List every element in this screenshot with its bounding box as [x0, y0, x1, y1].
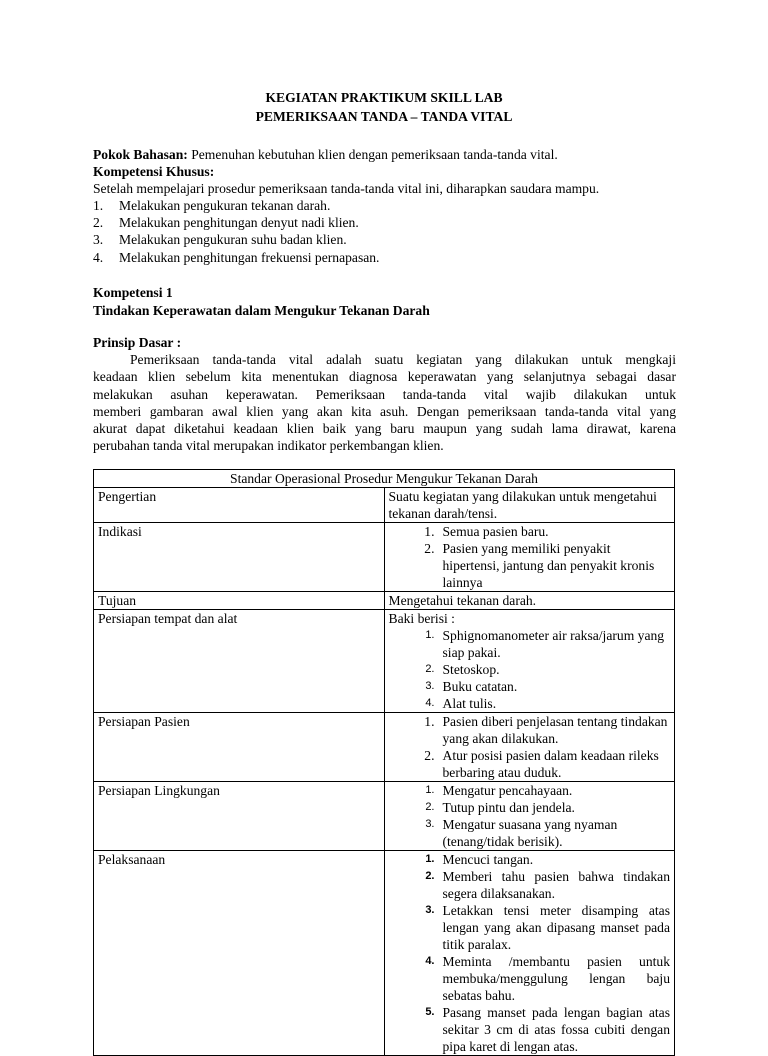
list-text: Stetoskop. [442, 662, 500, 677]
list-number: 3. [425, 818, 435, 830]
paragraph-line: perubahan tanda vital merupakan indikator perkembangan klien. [93, 438, 444, 454]
pokok-bahasan-label: Pokok Bahasan: [93, 147, 188, 162]
list-number: 3. [93, 232, 104, 247]
list-text: Semua pasien baru. [442, 524, 549, 539]
list-number: 2. [425, 801, 435, 813]
list-number: 3. [425, 904, 435, 916]
row-value-persiapan-pasien [384, 713, 675, 782]
list-text: Melakukan penghitungan frekuensi pernapasan. [119, 250, 380, 265]
list-item [389, 902, 671, 953]
list-number: 1. [425, 629, 435, 641]
row-value-persiapan-alat [384, 610, 675, 713]
list-item [389, 678, 671, 695]
row-label-tujuan: Tujuan [94, 592, 385, 610]
list-item [93, 231, 676, 248]
list-item [389, 816, 671, 850]
row-label-pelaksanaan: Pelaksanaan [94, 851, 385, 1056]
list-text: Melakukan penghitungan denyut nadi klien. [119, 215, 359, 230]
row-label-persiapan-alat: Persiapan tempat dan alat [94, 610, 385, 713]
list-text: Memberi tahu pasien bahwa tindakan segera dilaksanakan. [442, 869, 670, 901]
list-text: Pasien yang memiliki penyakit hipertensi, jantung dan penyakit kronis lainnya [442, 541, 655, 590]
list-item [389, 695, 671, 712]
list-number: 3. [425, 680, 435, 692]
kompetensi-1-section [93, 284, 676, 319]
list-text: Melakukan pengukuran tekanan darah. [119, 198, 331, 213]
intro-section [93, 146, 676, 266]
list-item [389, 851, 671, 868]
list-text: Tutup pintu dan jendela. [442, 800, 575, 815]
row-value-pengertian: Suatu kegiatan yang dilakukan untuk mengetahui tekanan darah/tensi. [384, 488, 675, 523]
list-number: 2. [424, 748, 435, 763]
list-item [389, 627, 671, 661]
list-number: 4. [93, 250, 104, 265]
list-text: Pasien diberi penjelasan tentang tindakan yang akan dilakukan. [442, 714, 668, 746]
document-subtitle: PEMERIKSAAN TANDA – TANDA VITAL [255, 109, 513, 124]
row-value-tujuan: Mengetahui tekanan darah. [384, 592, 675, 610]
document-title: KEGIATAN PRAKTIKUM SKILL LAB [265, 90, 503, 105]
list-item [389, 713, 671, 747]
list-number: 2. [93, 215, 104, 230]
list-number: 2. [424, 541, 435, 556]
row-label-indikasi: Indikasi [94, 523, 385, 592]
row-label-persiapan-pasien: Persiapan Pasien [94, 713, 385, 782]
table-row [94, 782, 675, 851]
list-number: 1. [424, 714, 435, 729]
list-text: Mengatur suasana yang nyaman (tenang/tidak berisik). [442, 817, 618, 849]
intro-lead: Setelah mempelajari prosedur pemeriksaan tanda-tanda vital ini, diharapkan saudara mampu. [93, 181, 600, 196]
list-item [389, 799, 671, 816]
paragraph-line: memberi gambaran awal klien yang akan kita asuh. Dengan pemeriksaan tanda-tanda vital yang [93, 403, 676, 419]
list-item [389, 523, 671, 540]
list-item [389, 747, 671, 781]
list-number: 1. [424, 524, 435, 539]
list-item [93, 197, 676, 214]
kompetensi-1-label: Kompetensi 1 [93, 285, 173, 300]
list-text: Sphignomanometer air raksa/jarum yang siap pakai. [442, 628, 665, 660]
table-row [94, 610, 675, 713]
list-item [389, 1004, 671, 1055]
table-row [94, 488, 675, 523]
row-label-persiapan-lingkungan: Persiapan Lingkungan [94, 782, 385, 851]
list-text: Pasang manset pada lengan bagian atas sekitar 3 cm di atas fossa cubiti dengan pipa karet di lengan atas. [442, 1005, 670, 1054]
list-number: 4. [425, 697, 435, 709]
list-item [389, 953, 671, 1004]
list-text: Atur posisi pasien dalam keadaan rileks berbaring atau duduk. [442, 748, 659, 780]
list-number: 2. [425, 663, 435, 675]
table-row [94, 592, 675, 610]
paragraph-line: akurat dapat diketahui keadaan klien baik yang baru maupun yang sudah lama dirawat, karena [93, 421, 676, 437]
prinsip-dasar-label: Prinsip Dasar : [93, 335, 182, 350]
sop-table [93, 469, 675, 1056]
list-item [389, 782, 671, 799]
paragraph-line: melakukan asuhan keperawatan. Pemeriksaan tanda-tanda vital wajib dilakukan untuk [93, 386, 676, 402]
list-number: 2. [425, 870, 435, 882]
row-value-pelaksanaan [384, 851, 675, 1056]
list-number: 1. [93, 198, 104, 213]
row-label-pengertian: Pengertian [94, 488, 385, 523]
baki-label: Baki berisi : [388, 611, 455, 626]
kompetensi-1-subtitle: Tindakan Keperawatan dalam Mengukur Tekanan Darah [93, 303, 430, 318]
list-text: Alat tulis. [442, 696, 497, 711]
list-item [389, 661, 671, 678]
table-row [94, 851, 675, 1056]
list-item [93, 249, 676, 266]
list-text: Meminta /membantu pasien untuk membuka/menggulung lengan baju sebatas bahu. [442, 954, 670, 1003]
kompetensi-khusus-heading: Kompetensi Khusus: [93, 164, 215, 179]
pokok-bahasan [93, 146, 676, 163]
list-text: Letakkan tensi meter disamping atas lengan yang akan dipasang manset pada titik paralax. [442, 903, 670, 952]
list-number: 5. [425, 1006, 435, 1018]
prinsip-dasar-paragraph [93, 351, 676, 455]
pokok-bahasan-text: Pemenuhan kebutuhan klien dengan pemeriksaan tanda-tanda vital. [187, 147, 558, 162]
list-text: Mencuci tangan. [442, 852, 534, 867]
table-row [94, 470, 675, 488]
table-row [94, 713, 675, 782]
list-text: Melakukan pengukuran suhu badan klien. [119, 232, 347, 247]
list-item [93, 214, 676, 231]
list-item [389, 540, 671, 591]
paragraph-line: keadaan klien sebelum kita menentukan diagnosa keperawatan yang selanjutnya sebagai dasar [93, 369, 676, 385]
list-text: Mengatur pencahayaan. [442, 783, 573, 798]
table-heading: Standar Operasional Prosedur Mengukur Tekanan Darah [94, 470, 675, 488]
list-number: 1. [425, 853, 435, 865]
list-number: 4. [425, 955, 435, 967]
prinsip-dasar-section [93, 334, 676, 455]
paragraph-line: Pemeriksaan tanda-tanda vital adalah suatu kegiatan yang dilakukan untuk mengkaji [130, 352, 676, 367]
table-row [94, 523, 675, 592]
row-value-persiapan-lingkungan [384, 782, 675, 851]
list-number: 1. [425, 784, 435, 796]
row-value-indikasi [384, 523, 675, 592]
list-text: Buku catatan. [442, 679, 518, 694]
list-item [389, 868, 671, 902]
